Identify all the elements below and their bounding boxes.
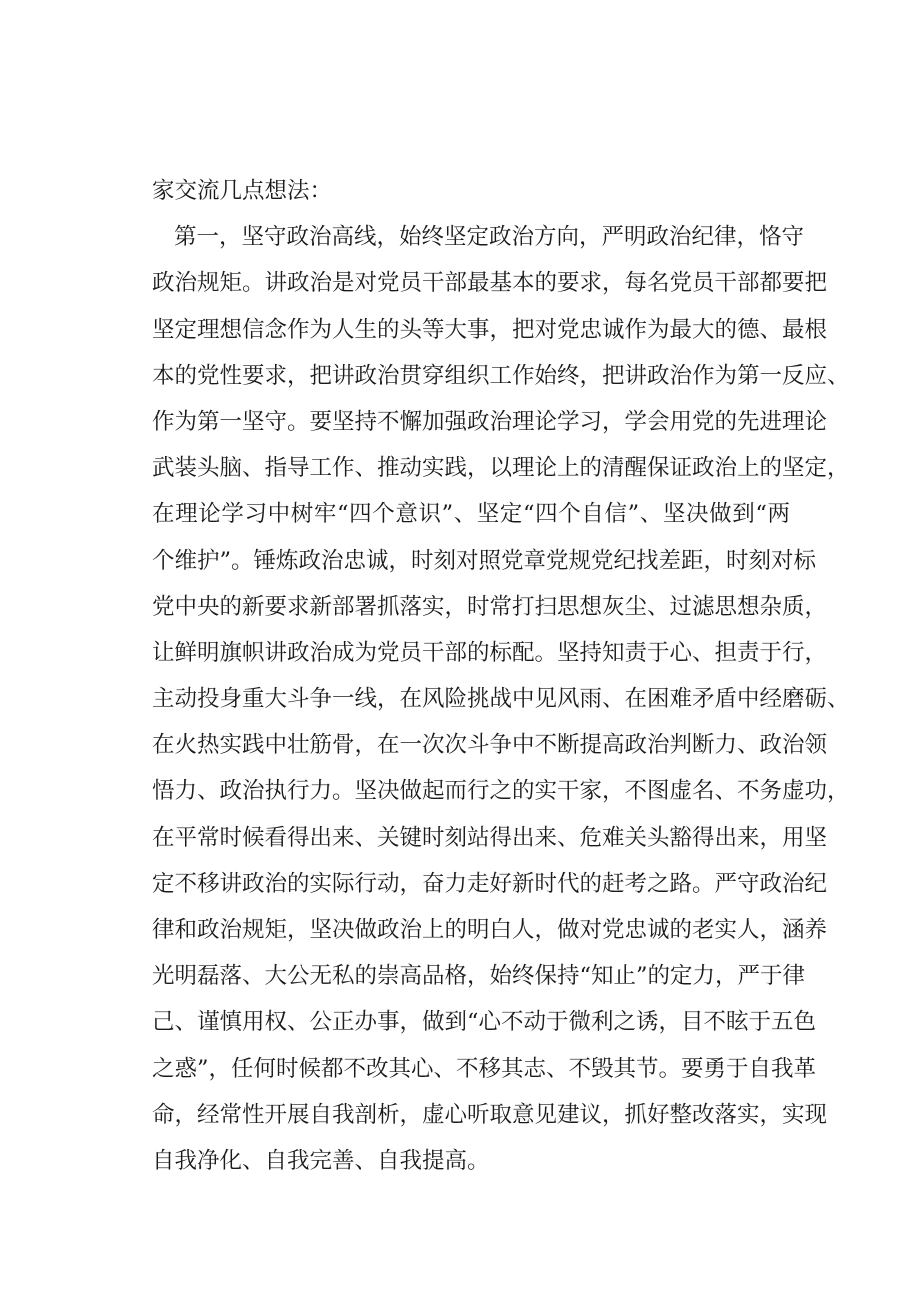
paragraph-line: 己、谨慎用权、公正办事，做到“心不动于微利之诱，目不眩于五色 [152,1009,817,1036]
paragraph-line: 律和政治规矩，坚决做政治上的明白人，做对党忠诚的老实人，涵养 [152,917,828,943]
document-body [152,168,850,1184]
paragraph-line: 政治规矩。讲政治是对党员干部最基本的要求，每名党员干部都要把 [152,270,828,297]
paragraph-line: 光明磊落、大公无私的崇高品格，始终保持“知止”的定力，严于律 [152,963,806,990]
paragraph-line: 之惑”，任何时候都不改其心、不移其志、不毁其节。要勇于自我革 [152,1055,817,1082]
paragraph-line: 武装头脑、指导工作、推动实践，以理论上的清醒保证政治上的坚定， [152,455,850,482]
paragraph-line: 自我净化、自我完善、自我提高。 [152,1147,490,1174]
paragraph-line: 作为第一坚守。要坚持不懈加强政治理论学习，学会用党的先进理论 [152,408,828,435]
paragraph-line: 命，经常性开展自我剖析，虚心听取意见建议，抓好整改落实，实现 [152,1101,828,1128]
paragraph-line: 悟力、政治执行力。坚决做起而行之的实干家，不图虚名、不务虚功， [152,778,850,805]
paragraph-line: 第一，坚守政治高线，始终坚定政治方向，严明政治纪律，恪守 [174,224,805,251]
paragraph-line: 本的党性要求，把讲政治贯穿组织工作始终，把讲政治作为第一反应、 [152,362,850,389]
paragraph-line: 个维护”。锤炼政治忠诚，时刻对照党章党规党纪找差距，时刻对标 [152,547,817,574]
paragraph-line: 在平常时候看得出来、关键时刻站得出来、危难关头豁得出来，用坚 [152,824,828,851]
paragraph-line: 坚定理想信念作为人生的头等大事，把对党忠诚作为最大的德、最根 [152,316,828,343]
paragraph-line: 党中央的新要求新部署抓落实，时常打扫思想灰尘、过滤思想杂质， [152,593,828,620]
continuation-line: 家交流几点想法： [152,178,333,204]
paragraph-line: 在理论学习中树牢“四个意识”、坚定“四个自信”、坚决做到“两 [152,501,790,528]
paragraph-line: 在火热实践中壮筋骨，在一次次斗争中不断提高政治判断力、政治领 [152,732,828,759]
paragraph-line: 主动投身重大斗争一线，在风险挑战中见风雨、在困难矛盾中经磨砺、 [152,686,850,713]
paragraph-line: 让鲜明旗帜讲政治成为党员干部的标配。坚持知责于心、担责于行， [152,639,828,666]
paragraph-line: 定不移讲政治的实际行动，奋力走好新时代的赶考之路。严守政治纪 [152,870,828,897]
